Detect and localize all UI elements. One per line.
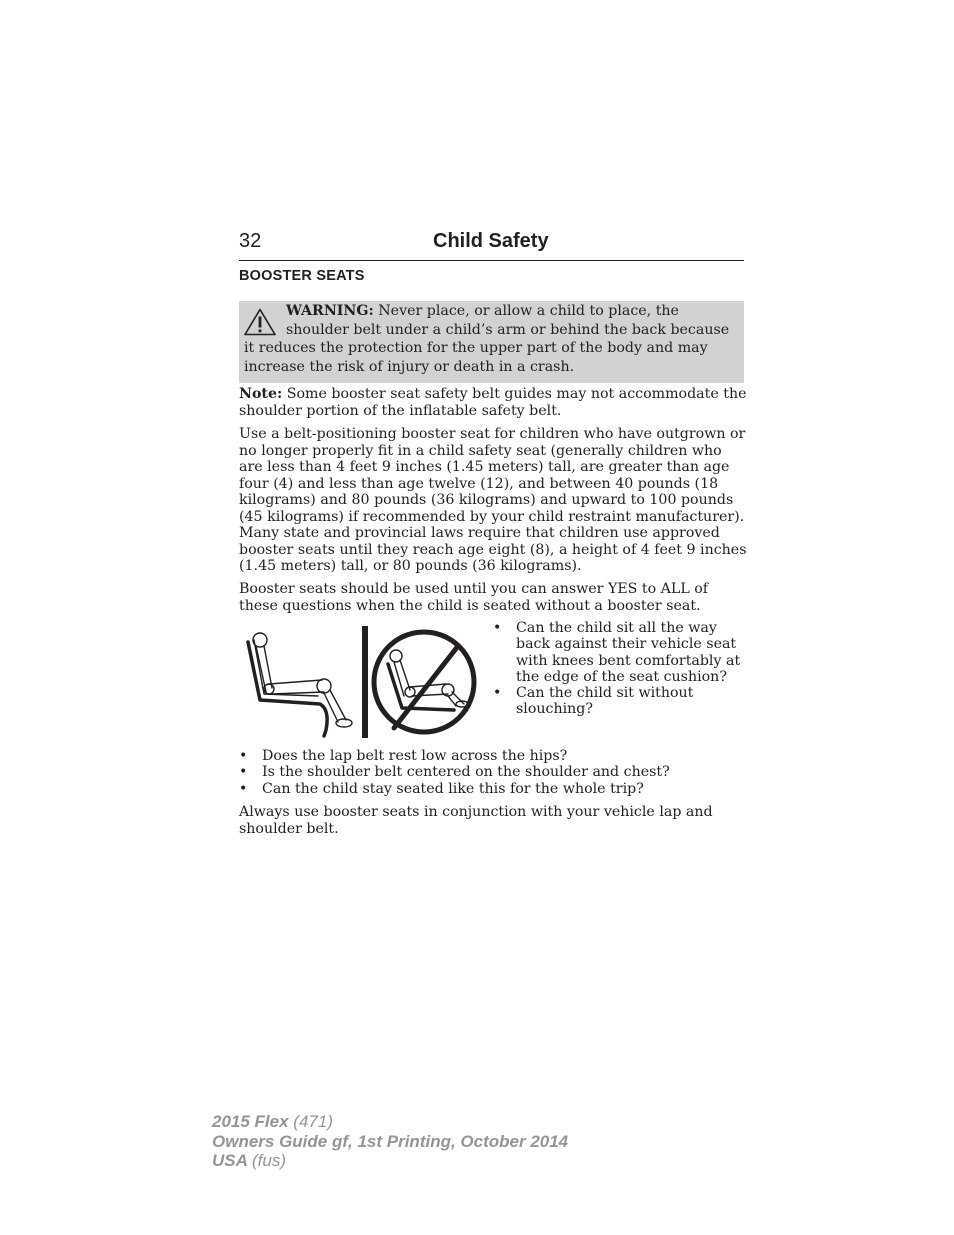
warning-label: WARNING: (286, 303, 374, 319)
footer-guide: Owners Guide gf, 1st Printing, October 2014 (212, 1131, 569, 1151)
warning-body: Never place, or allow a child to place, the shoulder belt under a child’s arm or behind the back because it reduces the protection for the upper part of the body and may increase the risk of injury or death in a crash. (244, 303, 730, 375)
footer-model: 2015 Flex (212, 1112, 289, 1131)
footer-region: USA (212, 1151, 248, 1170)
section-heading: BOOSTER SEATS (239, 268, 365, 284)
page-number: 32 (239, 230, 262, 252)
list-item: • Can the child sit without slouching? (493, 685, 745, 718)
warning-box (239, 301, 744, 383)
list-item: • Is the shoulder belt centered on the shoulder and chest? (239, 764, 744, 780)
note-paragraph (239, 386, 747, 419)
list-item: • Can the child sit all the way back against their vehicle seat with knees bent comfortably at the edge of the seat cushion? (493, 620, 745, 685)
page-header (239, 228, 744, 261)
booster-usage-paragraph: Use a belt-positioning booster seat for children who have outgrown or no longer properly fit in a child safety seat (generally children who are less than 4 feet 9 inches (1.45 meters) tall, are greater than age four (4) and less than age twelve (12), and between 40 pounds (18 kilograms) and 80 pounds (36 kilograms) and upward to 100 pounds (45 kilograms) if recommended by your child restraint manufacturer). Many state and provincial laws require that children use approved booster seats until they reach age eight (8), a height of 4 feet 9 inches (1.45 meters) tall, or 80 pounds (36 kilograms). (239, 426, 747, 574)
booster-seat-illustration (242, 624, 482, 740)
list-item: • Can the child stay seated like this for the whole trip? (239, 781, 744, 797)
page-title: Child Safety (433, 230, 549, 252)
note-label: Note: (239, 386, 283, 402)
footer-model-code: (471) (293, 1112, 333, 1131)
yes-questions-paragraph: Booster seats should be used until you can answer YES to ALL of these questions when the child is seated without a booster seat. (239, 581, 709, 614)
note-body: Some booster seat safety belt guides may not accommodate the shoulder portion of the inflatable safety belt. (239, 386, 747, 419)
always-use-paragraph: Always use booster seats in conjunction with your vehicle lap and shoulder belt. (239, 804, 713, 837)
list-item: • Does the lap belt rest low across the hips? (239, 748, 744, 764)
bottom-question-list (239, 748, 744, 797)
footer-region-code: (fus) (252, 1151, 286, 1170)
warning-text (244, 302, 738, 376)
side-question-list (493, 620, 745, 718)
page-footer (212, 1112, 568, 1171)
